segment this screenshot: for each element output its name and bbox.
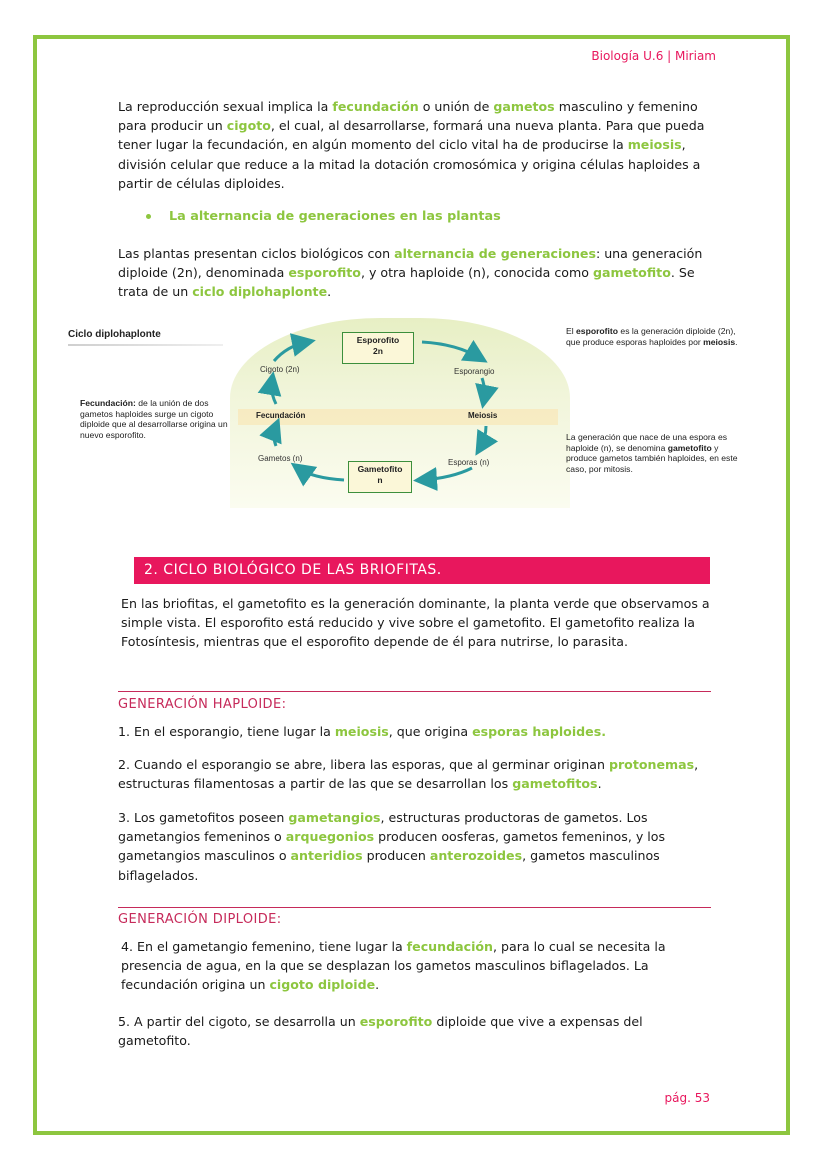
arrow-cigoto-esporofito [274,342,307,361]
bullet-heading: La alternancia de generaciones en las plantas [146,209,501,224]
arrow-esporangio-meiosis [482,378,485,400]
haploide-p2: 2. Cuando el esporangio se abre, libera las esporas, que al germinar originan protonemas, estructuras filamentosas a partir de las que se desarrollan los gametofitos. [118,757,699,792]
haploide-heading: GENERACIÓN HAPLOIDE: [118,697,287,712]
alternancia-paragraph: Las plantas presentan ciclos biológicos con alternancia de generaciones: una generación diploide (2n), denominada esporofito, y otra haploide (n), conocida como gametofito. Se trata de un ciclo diplohaplonte. [118,246,703,300]
arrow-esporofito-esporangio [422,342,480,358]
fecundacion-label: Fecundación [256,411,306,420]
gametos-label: Gametos (n) [258,454,303,463]
cigoto-label: Cigoto (2n) [260,365,300,374]
esporofito-note: El esporofito es la generación diploide (2n), que produce esporas haploides por meiosis. [566,326,738,347]
esporofito-box: Esporofito 2n [342,332,414,364]
diploide-heading: GENERACIÓN DIPLOIDE: [118,912,282,927]
bullet-icon [146,214,151,219]
haploide-p1: 1. En el esporangio, tiene lugar la meiosis, que origina esporas haploides. [118,724,606,739]
diploide-rule [118,907,711,908]
page-number: pág. 53 [664,1091,710,1105]
intro-paragraph: La reproducción sexual implica la fecundación o unión de gametos masculino y femenino para producir un cigoto, el cual, al desarrollarse, formará una nueva planta. Para que pueda tener lugar la fecundación, en algún momento del ciclo vital ha de producirse la meiosis, división celular que reduce a la mitad la dotación cromosómica y origina células haploides a partir de células diploides. [118,99,705,191]
fecundacion-note: Fecundación: de la unión de dos gametos haploides surge un cigoto diploide que al desarrollarse origina un nuevo esporofito. [80,398,228,440]
gametofito-note: La generación que nace de una espora es haploide (n), se denomina gametofito y produce gametos también haploides, en este caso, por mitosis. [566,432,738,474]
meiosis-label: Meiosis [468,411,498,420]
haploide-p3: 3. Los gametofitos poseen gametangios, estructuras productoras de gametos. Los gametangios femeninos o arquegonios producen oosferas, gametos femeninos, y los gametangios masculinos o anteridios producen anterozoides, gametos masculinos biflagelados. [118,810,666,883]
arrow-meiosis-esporas [480,426,486,448]
life-cycle-diagram [62,316,762,512]
haploide-rule [118,691,711,692]
diagram-title: Ciclo diplohaplonte [68,329,161,340]
esporas-label: Esporas (n) [448,458,490,467]
diploide-p4: 4. En el gametangio femenino, tiene lugar la fecundación, para lo cual se necesita la presencia de agua, en la que se desplazan los gametos masculinos biflagelados. La fecundación origina un cigoto diploide. [121,939,666,993]
arrow-gametos-fecundacion [274,426,276,446]
arrow-esporas-gametofito [422,468,472,480]
diploide-p5: 5. A partir del cigoto, se desarrolla un esporofito diploide que vive a expensas del gametofito. [118,1014,643,1049]
section-heading: 2. CICLO BIOLÓGICO DE LAS BRIOFITAS. [134,557,710,584]
arrow-gametofito-gametos [298,468,344,480]
page-header: Biología U.6 | Miriam [591,49,716,63]
gametofito-box: Gametofito n [348,461,412,493]
esporangio-label: Esporangio [454,367,495,376]
arrow-fecundacion-cigoto [272,380,277,404]
briofitas-paragraph: En las briofitas, el gametofito es la generación dominante, la planta verde que observamos a simple vista. El esporofito está reducido y vive sobre el gametofito. El gametofito realiza la Fotosíntesis, mientras que el esporofito depende de él para nutrirse, lo parasita. [121,596,710,650]
